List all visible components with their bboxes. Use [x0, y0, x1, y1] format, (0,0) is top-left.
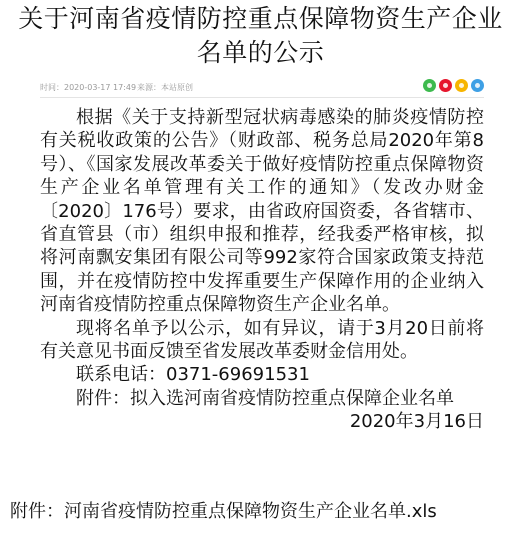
- share-bar: [423, 79, 484, 92]
- meta-divider: [40, 97, 484, 98]
- page-title: 关于河南省疫情防控重点保障物资生产企业名单的公示: [18, 4, 503, 67]
- weibo-icon[interactable]: [439, 79, 452, 92]
- article-meta: [40, 79, 484, 97]
- paragraph-basis: 根据《关于支持新型冠状病毒感染的肺炎疫情防控有关税收政策的公告》（财政部、税务总局2020年第8号）、《国家发展改革委关于做好疫情防控重点保障物资生产企业名单管理有关工作的通知》（发改办财金〔2020〕176号）要求，由省政府国资委，各省辖市、省直管县（市）组织申报和推荐，经我委严格审核，拟将河南飘安集团有限公司等992家符合国家政策支持范围，并在疫情防控中发挥重要生产保障作用的企业纳入河南省疫情防控重点保障物资生产企业名单。: [40, 107, 484, 316]
- article-body: [40, 106, 484, 434]
- article-source: 来源：本站原创: [137, 83, 193, 92]
- contact-phone: 联系电话：0371-69691531: [76, 364, 310, 386]
- publish-time: 时间：2020-03-17 17:49: [40, 83, 137, 92]
- qq-icon[interactable]: [471, 79, 484, 92]
- paragraph-notice: 现将名单予以公示，如有异议，请于3月20日前将有关意见书面反馈至省发展改革委财金信用处。: [40, 317, 484, 363]
- attachment-link[interactable]: 附件：河南省疫情防控重点保障物资生产企业名单.xls: [10, 501, 437, 522]
- notice-date: 2020年3月16日: [349, 411, 484, 433]
- qzone-icon[interactable]: [455, 79, 468, 92]
- attachment-note: 附件：拟入选河南省疫情防控重点保障企业名单: [76, 387, 454, 409]
- wechat-icon[interactable]: [423, 79, 436, 92]
